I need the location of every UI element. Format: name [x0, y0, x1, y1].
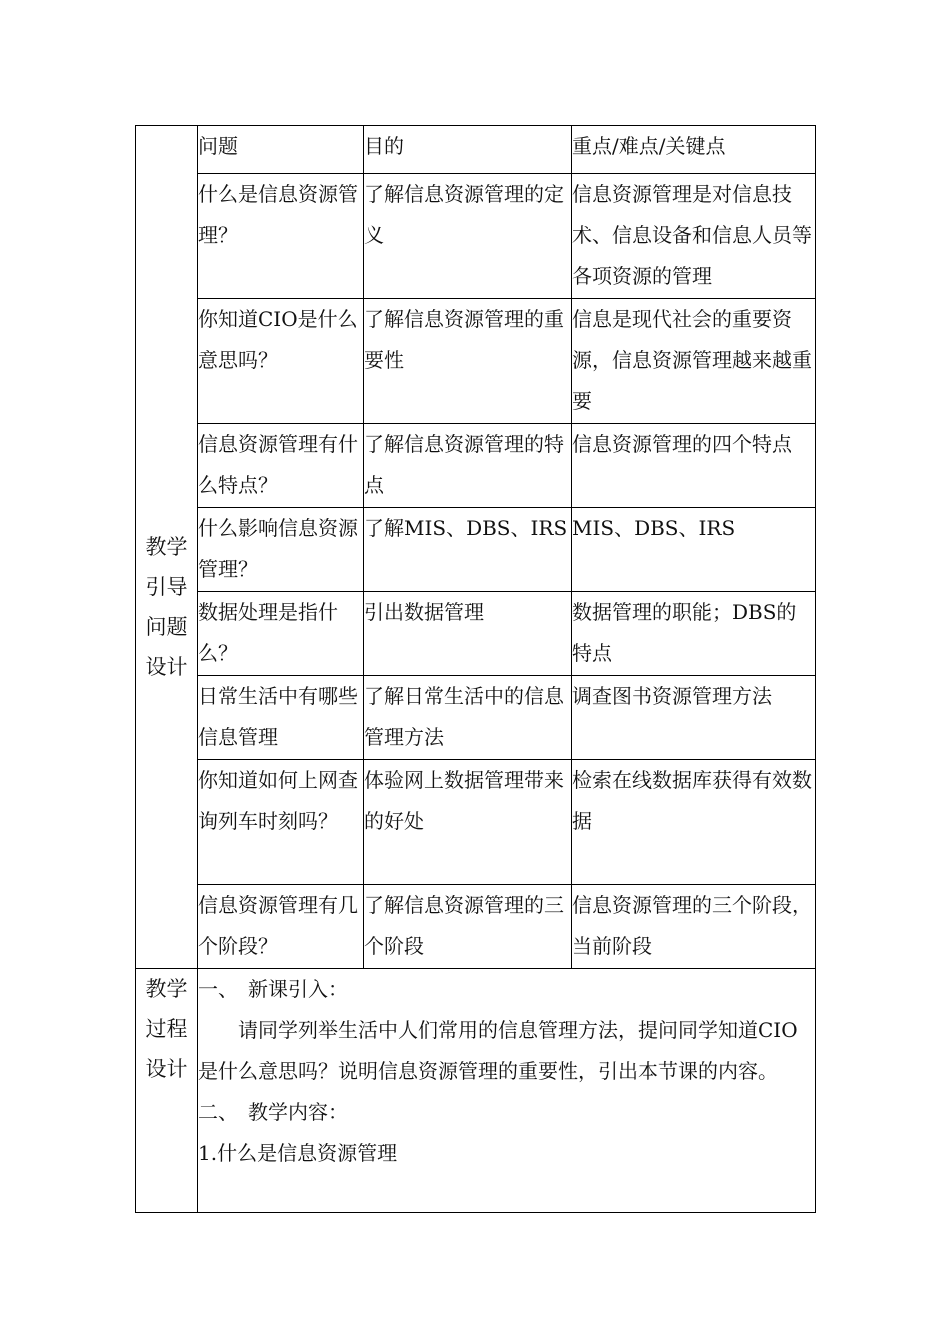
- keypoint-cell: 信息是现代社会的重要资源，信息资源管理越来越重要: [572, 299, 816, 424]
- question-cell: 什么是信息资源管理？: [198, 174, 364, 299]
- table-row: [136, 760, 816, 885]
- purpose-cell: 体验网上数据管理带来的好处: [364, 760, 572, 885]
- keypoint-cell: 信息资源管理的四个特点: [572, 424, 816, 508]
- purpose-cell: 了解MIS、DBS、IRS: [364, 508, 572, 592]
- table-row: [136, 676, 816, 760]
- table-row: [136, 592, 816, 676]
- process-heading-intro: 一、 新课引入：: [198, 977, 348, 1001]
- purpose-cell: 引出数据管理: [364, 592, 572, 676]
- process-heading-content: 二、 教学内容：: [198, 1100, 348, 1124]
- process-intro-paragraph: 请同学列举生活中人们常用的信息管理方法，提问同学知道CIO是什么意思吗？说明信息资源管理的重要性，引出本节课的内容。: [198, 1018, 798, 1083]
- question-cell: 你知道CIO是什么意思吗？: [198, 299, 364, 424]
- guide-section-label-text: 教学引导问题设计: [145, 535, 188, 679]
- process-content: [198, 969, 816, 1213]
- keypoint-cell: 信息资源管理的三个阶段，当前阶段: [572, 885, 816, 969]
- header-keypoints: 重点/难点/关键点: [572, 126, 816, 174]
- header-purpose: 目的: [364, 126, 572, 174]
- question-cell: 日常生活中有哪些信息管理: [198, 676, 364, 760]
- purpose-cell: 了解信息资源管理的特点: [364, 424, 572, 508]
- keypoint-cell: 调查图书资源管理方法: [572, 676, 816, 760]
- question-cell: 信息资源管理有几个阶段？: [198, 885, 364, 969]
- process-section-label: 教学过程设计: [136, 969, 198, 1213]
- purpose-cell: 了解日常生活中的信息管理方法: [364, 676, 572, 760]
- process-item-1: 1.什么是信息资源管理: [198, 1141, 398, 1165]
- question-cell: 什么影响信息资源管理？: [198, 508, 364, 592]
- table-row: [136, 424, 816, 508]
- question-cell: 数据处理是指什么？: [198, 592, 364, 676]
- process-row: [136, 969, 816, 1213]
- purpose-cell: 了解信息资源管理的三个阶段: [364, 885, 572, 969]
- keypoint-cell: 检索在线数据库获得有效数据: [572, 760, 816, 885]
- table-row: [136, 299, 816, 424]
- header-question: 问题: [198, 126, 364, 174]
- guide-section-label: [136, 126, 198, 969]
- question-cell: 你知道如何上网查询列车时刻吗？: [198, 760, 364, 885]
- question-cell: 信息资源管理有什么特点？: [198, 424, 364, 508]
- table-row: [136, 174, 816, 299]
- keypoint-cell: 信息资源管理是对信息技术、信息设备和信息人员等各项资源的管理: [572, 174, 816, 299]
- purpose-cell: 了解信息资源管理的重要性: [364, 299, 572, 424]
- keypoint-cell: 数据管理的职能；DBS的特点: [572, 592, 816, 676]
- table-header-row: [136, 126, 816, 174]
- lesson-table: [135, 125, 816, 1213]
- table-row: [136, 885, 816, 969]
- table-row: [136, 508, 816, 592]
- purpose-cell: 了解信息资源管理的定义: [364, 174, 572, 299]
- keypoint-cell: MIS、DBS、IRS: [572, 508, 816, 592]
